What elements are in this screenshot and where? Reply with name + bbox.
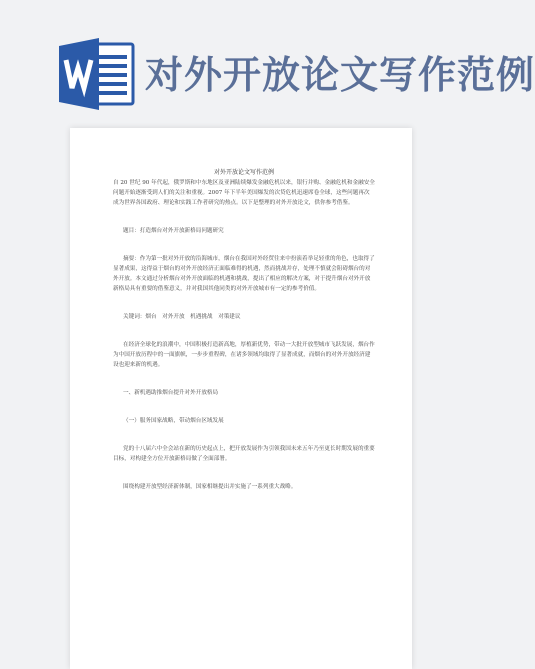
intro-paragraph: 自 20 世纪 90 年代起，俄罗斯和中东地区及亚洲陆续爆发金融危机以来，银行并购、金融危机和金融安全问题开始逐渐受到人们的关注和重视。2007 年下半年美国爆发的次贷危机迅速席卷全球，这些问题再次成为世界各国政府、理论和实践工作者研究的热点。以下是整理的对外开放论文，供你参考借鉴。: [113, 180, 375, 206]
document-page: [70, 128, 412, 669]
body-paragraph-3: 围绕构建开放型经济新体制，国家相继提出并实施了一系列重大战略。: [123, 484, 297, 490]
abstract-paragraph: 摘要：作为第一批对外开放的沿海城市，烟台在我国对外经贸往来中扮演着举足轻重的角色，也取得了显著成果，这得益于烟台的对外开放经济正面临难得的机遇，然而挑战并存，处理不慎就会阻碍烟台的对外开放。本文通过分析烟台对外开放面临的机遇和挑战，提出了相应的解决方案，对于提升烟台对外开放新格局具有重要的借鉴意义，并对我国其他同类的对外开放城市有一定的参考价值。: [113, 256, 375, 292]
topic-line: 题目：打造烟台对外开放新格局问题研究: [123, 228, 224, 234]
body-paragraph-1: 在经济全球化的浪潮中，中国积极打造新高地，厚植新优势，带动一大批开放型城市飞跃发展，烟台作为中国开放历程中的一面旗帜，一步步重程碑，在诸多领域均取得了显著成就，而烟台的对外开放经济建设也迎来新的机遇。: [113, 342, 375, 368]
document-title: 对外开放论文写作范例: [213, 169, 274, 176]
subsection-heading-1: （一）服务国家战略，带动烟台区域发展: [123, 418, 224, 424]
body-paragraph-2: 党的十八届六中全会站在新的历史起点上，把开放发展作为引领我国未来五年乃至更长时期发展的重要目标，对构建全方位开放新格局做了全面部署。: [113, 446, 375, 462]
document-body: [113, 168, 375, 492]
header-banner: [0, 0, 535, 130]
keywords-line: 关键词：烟台 对外开放 机遇挑战 对策建议: [123, 314, 241, 320]
banner-title: 对外开放论文写作范例: [145, 53, 535, 97]
word-document-icon: [57, 38, 137, 110]
section-heading-1: 一、新机遇助推烟台提升对外开放格局: [123, 390, 219, 396]
